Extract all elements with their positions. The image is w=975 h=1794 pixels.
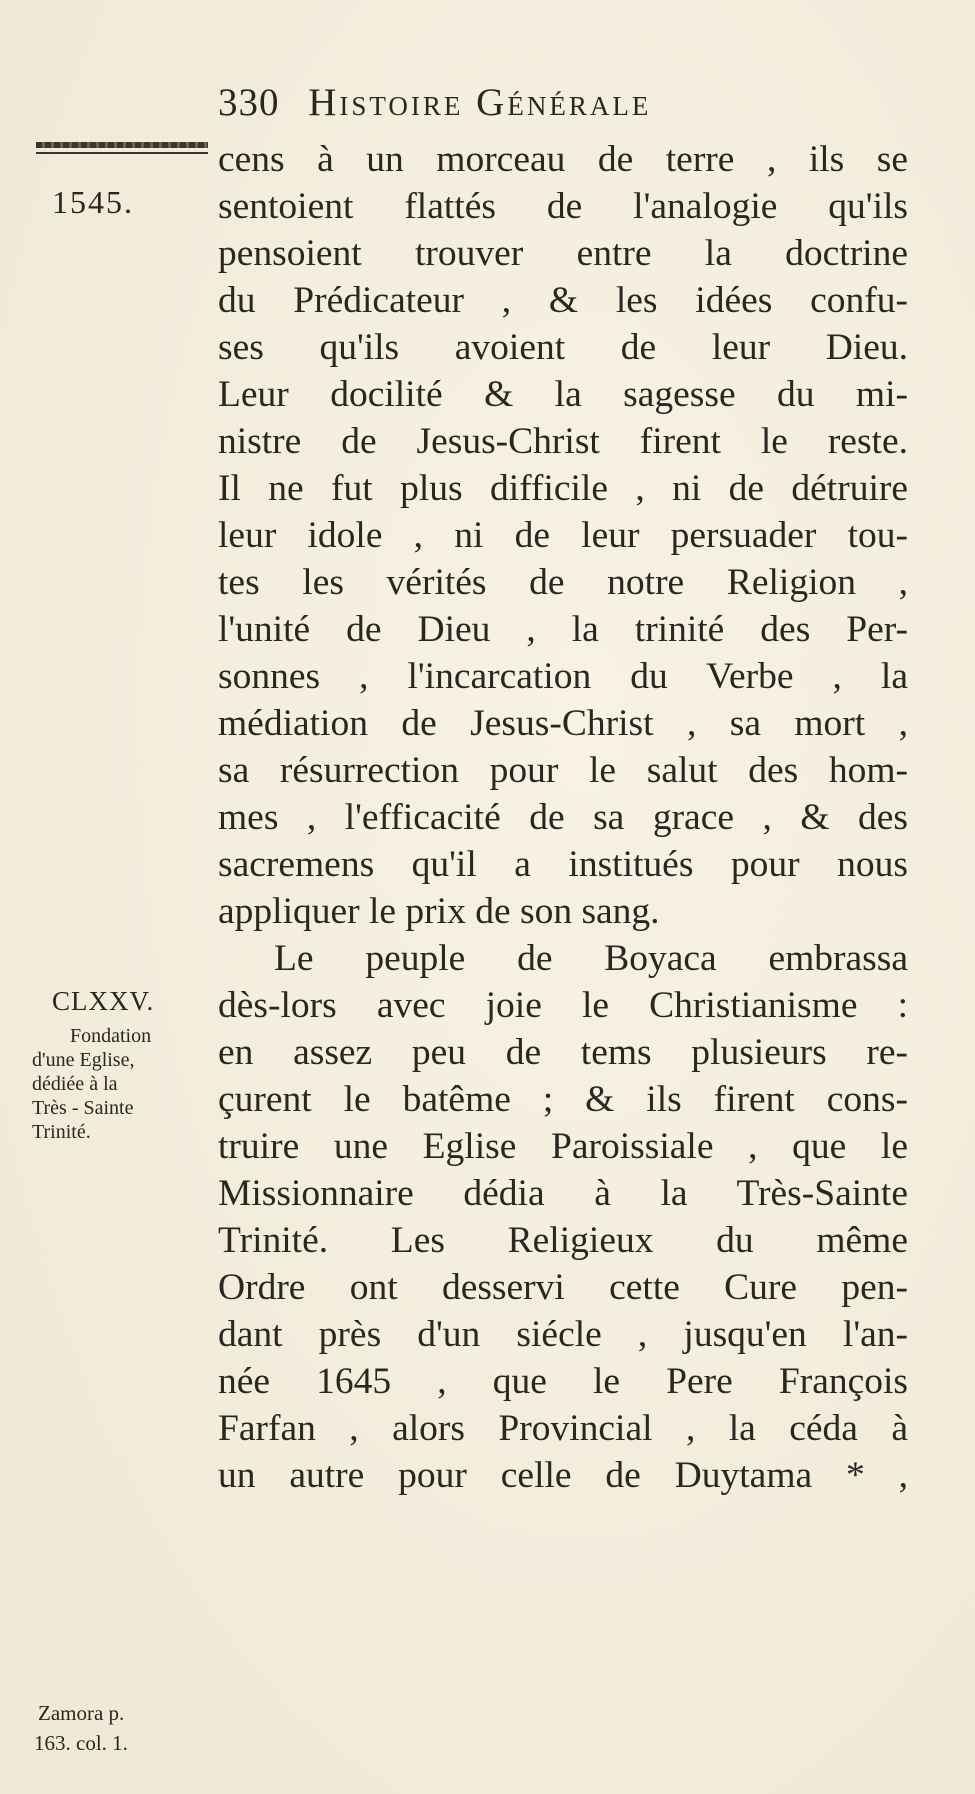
text-line: dant près d'un siécle , jusqu'en l'an- <box>218 1314 908 1355</box>
side-note-line: Trinité. <box>32 1121 91 1143</box>
running-title: Histoire Générale <box>308 81 652 124</box>
text-line: dès-lors avec joie le Christianisme : <box>218 985 908 1026</box>
text-line: truire une Eglise Paroissiale , que le <box>218 1126 908 1167</box>
running-head <box>218 80 651 125</box>
ornament-bar <box>36 142 208 148</box>
reference-line: 163. col. 1. <box>34 1731 128 1755</box>
text-line: sentoient flattés de l'analogie qu'ils <box>218 186 908 227</box>
text-line: nistre de Jesus-Christ firent le reste. <box>218 421 908 462</box>
margin-reference-note <box>34 1698 128 1758</box>
text-line: l'unité de Dieu , la trinité des Per- <box>218 609 908 650</box>
text-line: sonnes , l'incarcation du Verbe , la <box>218 656 908 697</box>
paragraph-first-line: Le peuple de Boyaca embrassa <box>274 938 908 979</box>
text-line: née 1645 , que le Pere François <box>218 1361 908 1402</box>
text-line: du Prédicateur , & les idées confu- <box>218 280 908 321</box>
text-line: leur idole , ni de leur persuader tou- <box>218 515 908 556</box>
text-line: Trinité. Les Religieux du même <box>218 1220 908 1261</box>
text-line: pensoient trouver entre la doctrine <box>218 233 908 274</box>
side-note-line: Très - Sainte <box>32 1097 134 1119</box>
text-line: çurent le batême ; & ils firent cons- <box>218 1079 908 1120</box>
margin-ornament-rule <box>36 142 208 156</box>
page-number: 330 <box>218 81 280 124</box>
body-text <box>218 136 908 1499</box>
text-line: appliquer le prix de son sang. <box>218 891 660 932</box>
text-line: en assez peu de tems plusieurs re- <box>218 1032 908 1073</box>
text-line: cens à un morceau de terre , ils se <box>218 139 908 180</box>
text-line: ses qu'ils avoient de leur Dieu. <box>218 327 908 368</box>
text-line: Il ne fut plus difficile , ni de détruire <box>218 468 908 509</box>
text-line: tes les vérités de notre Religion , <box>218 562 908 603</box>
text-line: Leur docilité & la sagesse du mi- <box>218 374 908 415</box>
section-number: CLXXV. <box>52 986 155 1016</box>
text-line: Ordre ont desservi cette Cure pen- <box>218 1267 908 1308</box>
text-line: mes , l'efficacité de sa grace , & des <box>218 797 908 838</box>
text-line: médiation de Jesus-Christ , sa mort , <box>218 703 908 744</box>
side-note-line: d'une Eglise, <box>32 1049 135 1071</box>
reference-line: Zamora p. <box>38 1701 125 1725</box>
text-line: sa résurrection pour le salut des hom- <box>218 750 908 791</box>
side-note-line: dédiée à la <box>32 1073 118 1095</box>
margin-side-note <box>32 1024 212 1144</box>
ornament-rule <box>36 152 208 154</box>
side-note-line: Fondation <box>70 1025 152 1047</box>
text-line: un autre pour celle de Duytama * , <box>218 1455 908 1496</box>
text-line: sacremens qu'il a institués pour nous <box>218 844 908 885</box>
margin-year: 1545. <box>52 184 134 220</box>
text-line: Missionnaire dédia à la Très-Sainte <box>218 1173 908 1214</box>
text-line: Farfan , alors Provincial , la céda à <box>218 1408 908 1449</box>
